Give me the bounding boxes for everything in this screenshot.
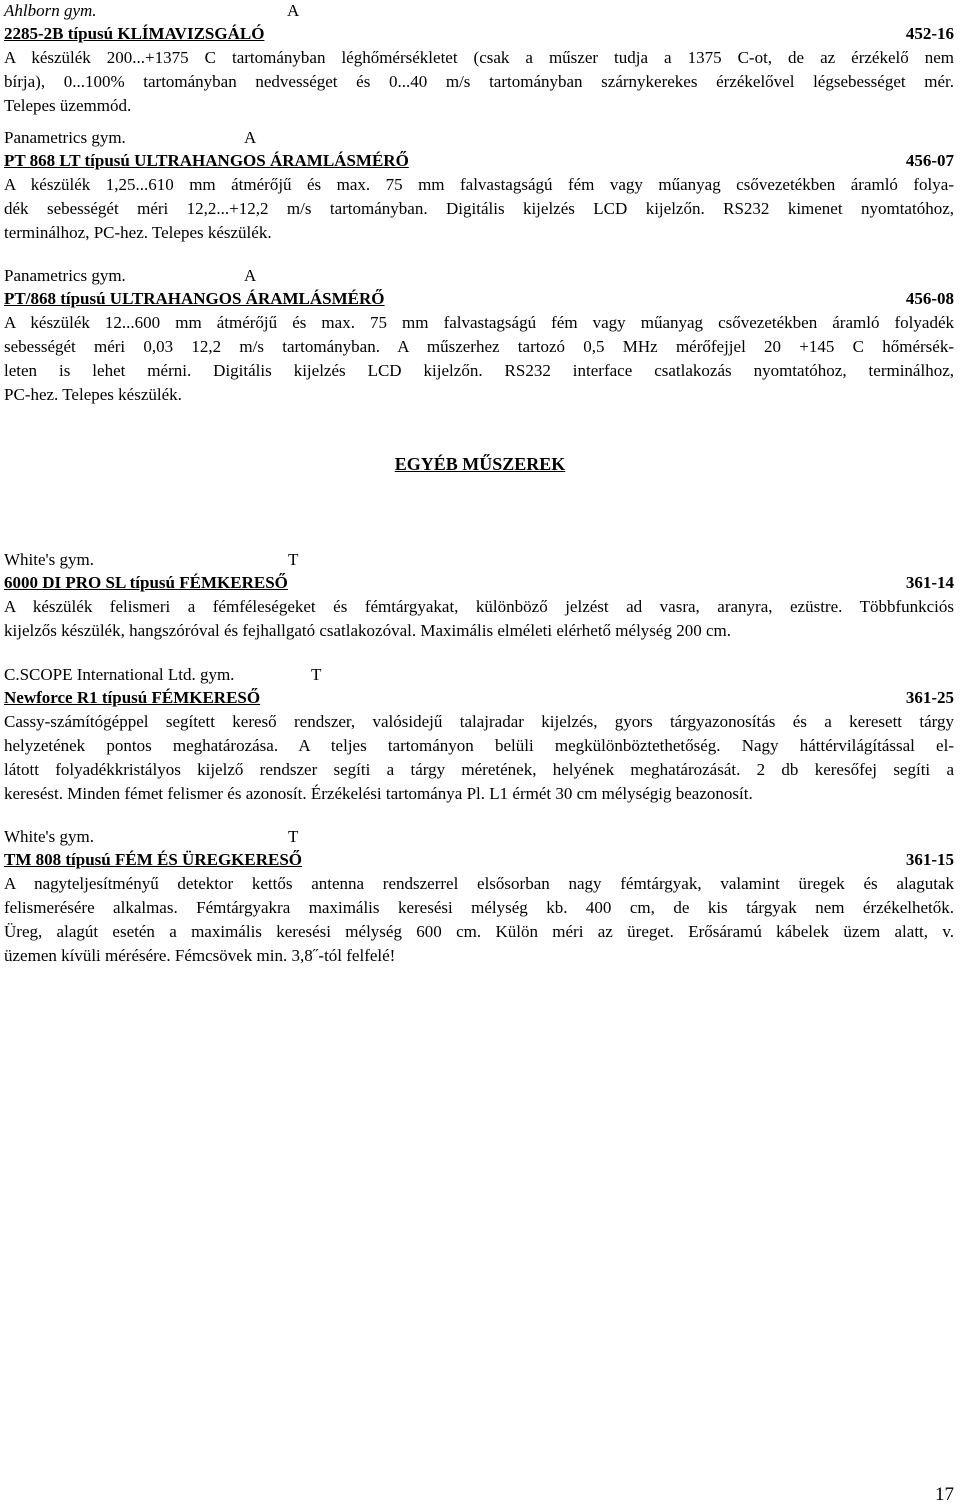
description-line: helyzetének pontos meghatározása. A teljes tartományon belüli megkülönböztethetőség. Nagy háttérvilágítással el- — [4, 736, 954, 755]
manufacturer-name: Ahlborn gym. — [4, 1, 97, 20]
catalog-entry — [4, 127, 954, 245]
description-line: terminálhoz, PC-hez. Telepes készülék. — [4, 223, 272, 242]
product-description — [4, 173, 954, 245]
entry-heading — [4, 22, 954, 46]
page-number: 17 — [935, 1484, 954, 1505]
section-title: EGYÉB MŰSZEREK — [394, 454, 566, 474]
entry-heading — [4, 571, 954, 595]
manufacturer-line — [4, 0, 954, 22]
manufacturer-name: C.SCOPE International Ltd. gym. — [4, 665, 235, 684]
product-title: 2285-2B típusú KLÍMAVIZSGÁLÓ — [4, 24, 265, 43]
description-line: A készülék 200...+1375 C tartományban léghőmérsékletet (csak a műszer tudja a 1375 C-ot, de az érzékelő nem — [4, 48, 954, 67]
catalog-entry — [4, 0, 954, 118]
entry-heading — [4, 287, 954, 311]
category-letter: A — [244, 266, 257, 285]
description-line: leten is lehet mérni. Digitális kijelzés LCD kijelzőn. RS232 interface csatlakozás nyomtatóhoz, terminálhoz, — [4, 361, 954, 380]
manufacturer-line — [4, 127, 954, 149]
manufacturer-line — [4, 265, 954, 287]
manufacturer-name: White's gym. — [4, 827, 94, 846]
catalog-entry — [4, 826, 954, 968]
product-description — [4, 710, 954, 806]
description-line: bírja), 0...100% tartományban nedvességet és 0...40 m/s tartományban szárnykerekes érzékelővel légsebességet mér. — [4, 72, 954, 91]
product-title: Newforce R1 típusú FÉMKERESŐ — [4, 688, 261, 707]
description-line: Cassy-számítógéppel segített kereső rendszer, valósidejű talajradar kijelzés, gyors tárgyazonosítás és a keresett tárgy — [4, 712, 954, 731]
catalog-entry — [4, 549, 954, 643]
product-title: TM 808 típusú FÉM ÉS ÜREGKERESŐ — [4, 850, 303, 869]
entry-heading — [4, 848, 954, 872]
entry-heading — [4, 149, 954, 173]
description-line: keresést. Minden fémet felismer és azonosít. Érzékelési tartománya Pl. L1 érmét 30 cm mélységig beazonosít. — [4, 784, 753, 803]
description-line: sebességét méri 0,03 12,2 m/s tartományban. A műszerhez tartozó 0,5 MHz mérőfejjel 20 +145 C hőmérsék- — [4, 337, 954, 356]
product-code: 456-07 — [905, 151, 954, 170]
description-line: Telepes üzemmód. — [4, 96, 132, 115]
manufacturer-line — [4, 549, 954, 571]
description-line: látott folyadékkristályos kijelző rendszer segíti a tárgy méretének, helyének meghatározását. 2 db keresőfej segíti a — [4, 760, 954, 779]
product-code: 452-16 — [905, 24, 954, 43]
manufacturer-name: Panametrics gym. — [4, 128, 126, 147]
product-title: PT/868 típusú ULTRAHANGOS ÁRAMLÁSMÉRŐ — [4, 289, 385, 308]
manufacturer-line — [4, 664, 954, 686]
description-line: felismerésére alkalmas. Fémtárgyakra maximális keresési mélység kb. 400 cm, de kis tárgyak nem érzékelhetők. — [4, 898, 954, 917]
manufacturer-line — [4, 826, 954, 848]
category-letter: T — [311, 665, 322, 684]
manufacturer-name: White's gym. — [4, 550, 94, 569]
description-line: Üreg, alagút esetén a maximális keresési mélység 600 cm. Külön méri az üreget. Erősáramú kábelek üzem alatt, v. — [4, 922, 954, 941]
product-code: 361-14 — [905, 573, 954, 592]
category-letter: T — [288, 550, 299, 569]
catalog-entry — [4, 664, 954, 806]
product-description — [4, 46, 954, 118]
product-description — [4, 872, 954, 968]
manufacturer-name: Panametrics gym. — [4, 266, 126, 285]
product-code: 361-25 — [905, 688, 954, 707]
description-line: kijelzős készülék, hangszóróval és fejhallgató csatlakozóval. Maximális elméleti elérhető mélység 200 cm. — [4, 621, 731, 640]
description-line: A készülék 1,25...610 mm átmérőjű és max. 75 mm falvastagságú fém vagy műanyag csővezetékben áramló folya- — [4, 175, 954, 194]
product-description — [4, 311, 954, 407]
description-line: A nagyteljesítményű detektor kettős antenna rendszerrel elsősorban nagy fémtárgyak, valamint üregek és alagutak — [4, 874, 954, 893]
product-code: 361-15 — [905, 850, 954, 869]
category-letter: T — [288, 827, 299, 846]
product-title: PT 868 LT típusú ULTRAHANGOS ÁRAMLÁSMÉRŐ — [4, 151, 409, 170]
description-line: PC-hez. Telepes készülék. — [4, 385, 182, 404]
description-line: üzemen kívüli mérésére. Fémcsövek min. 3,8˝-tól felfelé! — [4, 946, 396, 965]
description-line: A készülék 12...600 mm átmérőjű és max. 75 mm falvastagságú fém vagy műanyag csővezetékben áramló folyadék — [4, 313, 954, 332]
description-line: dék sebességét méri 12,2...+12,2 m/s tartományban. Digitális kijelzés LCD kijelzőn. RS232 kimenet nyomtatóhoz, — [4, 199, 954, 218]
product-title: 6000 DI PRO SL típusú FÉMKERESŐ — [4, 573, 288, 592]
description-line: A készülék felismeri a fémféleségeket és fémtárgyakat, különböző jelzést ad vasra, aranyra, ezüstre. Többfunkciós — [4, 597, 954, 616]
product-description — [4, 595, 954, 643]
entry-heading — [4, 686, 954, 710]
category-letter: A — [244, 128, 257, 147]
product-code: 456-08 — [905, 289, 954, 308]
category-letter: A — [287, 1, 300, 20]
catalog-entry — [4, 265, 954, 407]
